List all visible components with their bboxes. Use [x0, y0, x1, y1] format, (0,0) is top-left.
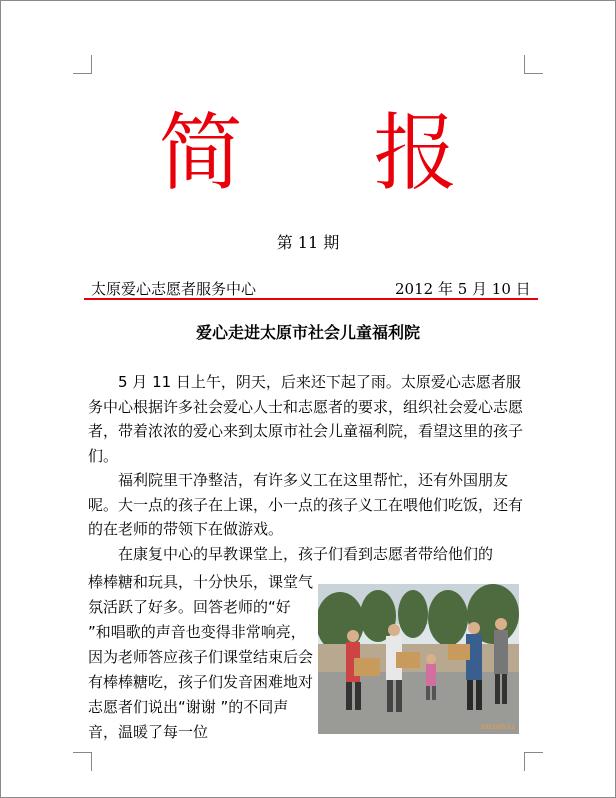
- photo-date-stamp: 2012/05/11: [480, 724, 515, 731]
- photo-illustration: [318, 584, 519, 734]
- event-photo: [318, 584, 519, 734]
- paragraph: 5 月 11 日上午，阴天，后来还下起了雨。太原爱心志愿者服务中心根据许多社会爱心人士和志愿者的要求，组织社会爱心志愿者，带着浓浓的爱心来到太原市社会儿童福利院，看望这里的孩子们。: [88, 373, 524, 465]
- organization-name: 太原爱心志愿者服务中心: [91, 280, 257, 298]
- paragraph-continuation: 棒棒糖和玩具，十分快乐，课堂气氛活跃了好多。回答老师的“好 ”和唱歌的声音也变得非常响亮，因为老师答应孩子们课堂结束后会有棒棒糖吃，孩子们发音困难地对志愿者们说出“谢谢 ”的不同声音，温暖了每一位: [88, 573, 314, 741]
- issue-number: 第 11 期: [276, 233, 340, 252]
- article-headline: 爱心走进太原市社会儿童福利院: [195, 323, 420, 342]
- paragraph: 福利院里干净整洁，有许多义工在这里帮忙，还有外国朋友呢。大一点的孩子在上课，小一点的孩子义工在喂他们吃饭，还有的在老师的带领下在做游戏。: [88, 471, 524, 538]
- crop-mark-bottom-right: [524, 752, 543, 771]
- red-divider: [84, 298, 538, 300]
- publication-date: 2012 年 5 月 10 日: [395, 280, 531, 298]
- crop-mark-bottom-left: [73, 752, 92, 771]
- crop-mark-top-left: [73, 55, 92, 74]
- article-body: [88, 370, 528, 566]
- paragraph: 在康复中心的早教课堂上，孩子们看到志愿者带给他们的: [118, 544, 494, 563]
- crop-mark-top-right: [524, 55, 543, 74]
- masthead-title: 简 报: [158, 104, 510, 202]
